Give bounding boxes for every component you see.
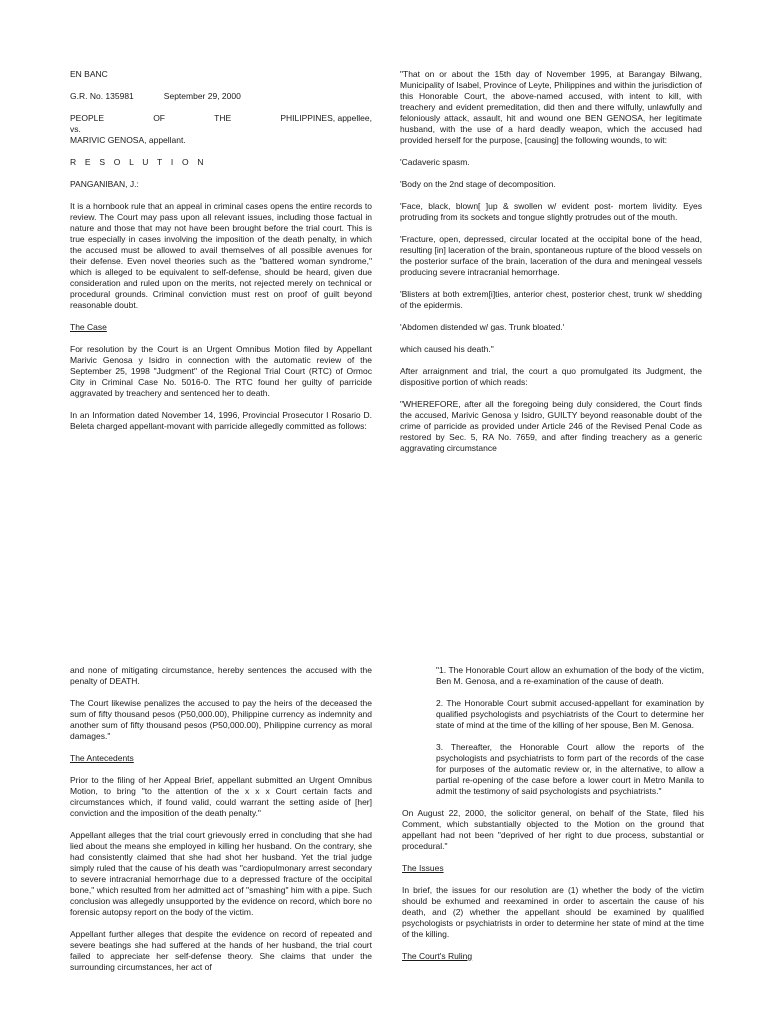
allegation-paragraph: Appellant alleges that the trial court grievously erred in concluding that she had lied about the means she employed in killing her husband. On the contrary, she had consistently claimed that she had shot her husband. Yet the trial judge simply ruled that the cause of his death was "cardiopulmonary arrest secondary to severe intracranial hemorrhage due to a depressed fracture of the occipital bone," which resulted from her admitted act of "smashing" him with a pipe. Such conclusion was allegedly unsupported by the evidence on record, which bore no forensic autopsy report on the body of the victim. xyxy=(70,830,372,917)
damages-paragraph: The Court likewise penalizes the accused to pay the heirs of the deceased the sum of fifty thousand pesos (P50,000.00), Philippine currency as indemnity and another sum of fifty thousand pesos (P50,000.00), Philippine currency as moral damages." xyxy=(70,698,372,741)
page1-right-column xyxy=(400,69,702,465)
heading-issues: The Issues xyxy=(402,863,444,873)
wound-item: 'Abdomen distended w/ gas. Trunk bloated.' xyxy=(400,322,565,332)
wound-item: 'Face, black, blown[ ]up & swollen w/ evident post- mortem lividity. Eyes protruding from its sockets and tongue slightly protrudes out of the mouth. xyxy=(400,201,702,222)
case-caption xyxy=(70,113,372,146)
prayer-item: 3. Thereafter, the Honorable Court allow the reports of the psychologists and psychiatrists to form part of the records of the case for purposes of the automatic review or, in the alternative, to allow a partial re-opening of the case before a lower court in Metro Manila to admit the testimony of said psychologists and psychiatrists." xyxy=(436,742,704,796)
issues-paragraph: In brief, the issues for our resolution are (1) whether the body of the victim should be exhumed and reexamined in order to ascertain the cause of his death, and (2) whether the appellant should be examined by qualified psychologists or psychiatrists in order to determine her state of mind at the time of the killing. xyxy=(402,885,704,939)
document-page-2 xyxy=(0,512,768,1024)
wound-item: 'Body on the 2nd stage of decomposition. xyxy=(400,179,556,189)
court-division: EN BANC xyxy=(70,69,108,79)
after-arraignment-paragraph: After arraignment and trial, the court a quo promulgated its Judgment, the dispositive portion of which reads: xyxy=(400,366,702,387)
heading-the-case: The Case xyxy=(70,322,107,332)
quote-end: which caused his death." xyxy=(400,344,494,354)
wherefore-quote: "WHEREFORE, after all the foregoing being duly considered, the Court finds the accused, Marivic Genosa y Isidro, GUILTY beyond reasonable doubt of the crime of parricide as provided under Article 246 of the Revised Penal Code as restored by Sec. 5, RA No. 7659, and after finding treachery as a generic aggravating circumstance xyxy=(400,399,702,453)
prayer-item: "1. The Honorable Court allow an exhumation of the body of the victim, Ben M. Genosa, and a re-examination of the cause of death. xyxy=(436,665,704,686)
omnibus-motion-paragraph: Prior to the filing of her Appeal Brief, appellant submitted an Urgent Omnibus Motion, to bring "to the attention of the x x x Court certain facts and circumstances which, if found valid, could warrant the setting aside of [her] conviction and the imposition of the death penalty." xyxy=(70,775,372,818)
information-quote: "That on or about the 15th day of November 1995, at Barangay Bilwang, Municipality of Isabel, Province of Leyte, Philippines and within the jurisdiction of this Honorable Court, the above-named accused, with intent to kill, with treachery and evident premeditation, did then and there wilfully, unlawfully and feloniously attack, assault, hit and wound one BEN GENOSA, her legitimate husband, with the use of a hard deadly weapon, which the accused had provided herself for the purpose, [causing] the following wounds, to wit: xyxy=(400,69,702,145)
decision-date: September 29, 2000 xyxy=(163,91,241,101)
wound-item: 'Blisters at both extrem[i]ties, anterior chest, posterior chest, trunk w/ shedding of the epidermis. xyxy=(400,289,702,310)
heading-courts-ruling: The Court's Ruling xyxy=(402,951,473,961)
gr-number: G.R. No. 135981 xyxy=(70,91,134,101)
self-defense-paragraph: Appellant further alleges that despite the evidence on record of repeated and severe beatings she had suffered at the hands of her husband, the trial court failed to appreciate her self-defense theory. She claims that under the surrounding circumstances, her act of xyxy=(70,929,372,972)
prayer-item: 2. The Honorable Court submit accused-appellant for examination by qualified psychologists and psychiatrists of the Court to determine her state of mind at the time of the killing of her spouse, Ben M. Genosa. xyxy=(436,698,704,730)
resolution-title: R E S O L U T I O N xyxy=(70,157,207,167)
comment-paragraph: On August 22, 2000, the solicitor general, on behalf of the State, filed his Comment, which substantially objected to the Motion on the ground that appellant had not been "deprived of her right to due process, substantial or procedural." xyxy=(402,808,704,851)
caption-appellant: MARIVIC GENOSA, appellant. xyxy=(70,135,186,145)
case-paragraph: For resolution by the Court is an Urgent Omnibus Motion filed by Appellant Marivic Genosa y Isidro in connection with the automatic review of the September 25, 1998 "Judgment" of the Regional Trial Court (RTC) of Ormoc City in Criminal Case No. 5016-0. The RTC found her guilty of parricide aggravated by treachery and sentenced her to death. xyxy=(70,344,372,398)
ponente: PANGANIBAN, J.: xyxy=(70,179,139,189)
page2-left-column xyxy=(70,665,372,984)
page1-left-column xyxy=(70,69,372,443)
caption-appellee: PEOPLE OF THE PHILIPPINES, appellee, xyxy=(70,113,372,123)
wound-item: 'Cadaveric spasm. xyxy=(400,157,470,167)
motion-prayer-list xyxy=(402,665,704,797)
page2-right-column xyxy=(402,665,704,973)
wound-item: 'Fracture, open, depressed, circular located at the occipital bone of the head, resulting [in] laceration of the brain, spontaneous rupture of the blood vessels on the posterior surface of the brain, laceration of the dura and meningeal vessels producing severe intracranial hemorrhage. xyxy=(400,234,702,277)
information-paragraph: In an Information dated November 14, 1996, Provincial Prosecutor I Rosario D. Beleta charged appellant-movant with parricide allegedly committed as follows: xyxy=(70,410,372,431)
heading-antecedents: The Antecedents xyxy=(70,753,134,763)
intro-paragraph: It is a hornbook rule that an appeal in criminal cases opens the entire records to review. The Court may pass upon all relevant issues, including those factual in nature and those that may not have been brought before the trial court. This is true especially in cases involving the imposition of the death penalty, in which the accused must be allowed to avail themselves of all possible avenues for their defense. Even novel theories such as the "battered woman syndrome," which is alleged to be equivalent to self-defense, should be heard, given due consideration and ruled upon on the merits, not rejected merely on technical or procedural grounds. Criminal conviction must rest on proof of guilt beyond reasonable doubt. xyxy=(70,201,372,310)
case-number-line xyxy=(70,91,372,102)
caption-vs: vs. xyxy=(70,124,81,134)
sentence-paragraph: and none of mitigating circumstance, hereby sentences the accused with the penalty of DEATH. xyxy=(70,665,372,686)
